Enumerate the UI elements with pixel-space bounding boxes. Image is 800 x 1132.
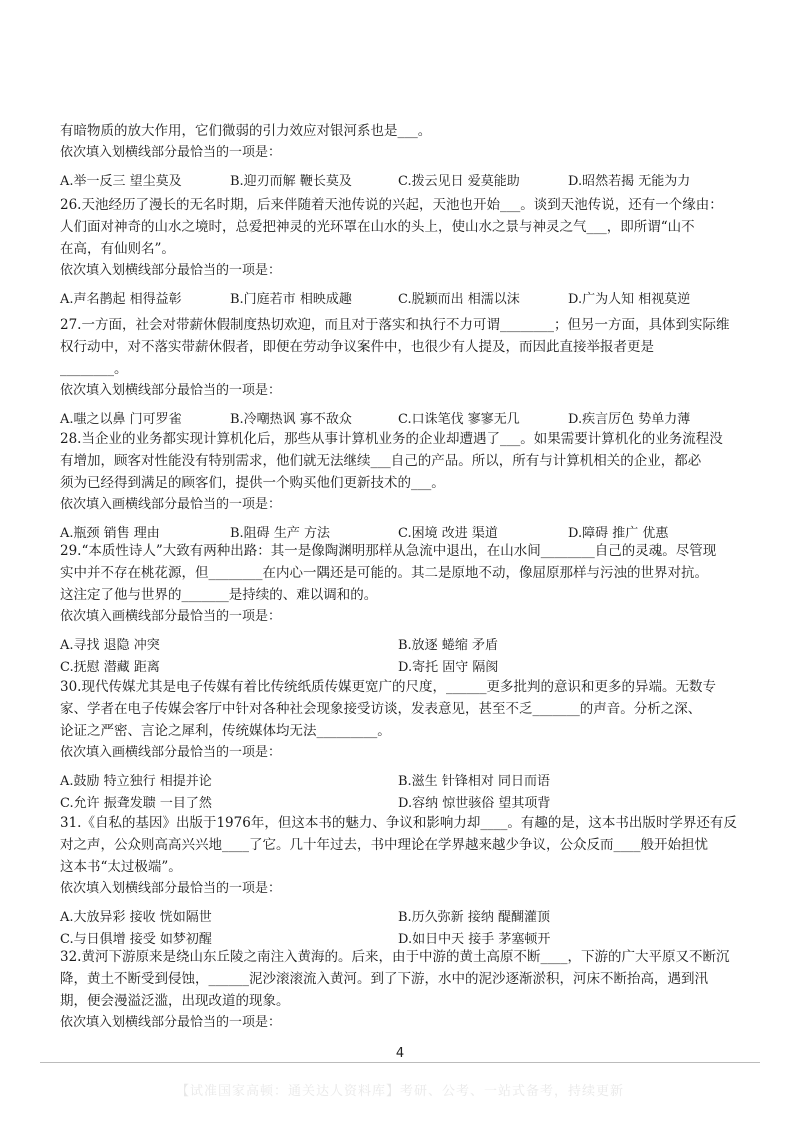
option-b[interactable]: B.历久弥新 接纳 醍醐灌顶 <box>398 910 550 925</box>
option-a[interactable]: A.声名鹊起 相得益彰 <box>60 292 182 307</box>
question-text-line: 家、学者在电子传媒会客厅中针对各种社会现象接受访谈，发表意见，甚至不乏_______的声音。分析之深、 <box>60 701 702 717</box>
question-text-line: 人们面对神奇的山水之境时，总爱把神灵的光环罩在山水的头上，使山水之景与神灵之气___，即所谓“山不 <box>60 219 695 235</box>
footer-watermark: 【试准国家高顿：通关达人资料库】考研、公考、一站式备考，持续更新 <box>175 1084 624 1099</box>
option-c[interactable]: C.抚慰 潜藏 距离 <box>60 660 160 675</box>
question-28 <box>60 428 760 545</box>
page-number: 4 <box>395 1046 405 1061</box>
question-text-line: 30.现代传媒尤其是电子传媒有着比传统纸质传媒更宽广的尺度，______更多批判的意识和更多的异端。无数专 <box>60 679 716 695</box>
option-d[interactable]: D.寄托 固守 隔阂 <box>398 660 499 675</box>
options-row <box>60 907 760 929</box>
option-d[interactable]: D.疾言厉色 势单力薄 <box>568 412 691 427</box>
question-text-line: 27.一方面，社会对带薪休假制度热切欢迎，而且对于落实和执行不力可谓________；但另一方面，具体到实际维 <box>60 317 730 333</box>
question-text-line: 须为已经得到满足的顾客们，提供一个购买他们更新技术的___。 <box>60 475 445 491</box>
question-25-tail <box>60 120 760 193</box>
question-text-line: 对之声，公众则高高兴兴地____了它。几十年过去，书中理论在学界越来越少争议，公众反而____般开始担忧 <box>60 837 708 853</box>
option-b[interactable]: B.迎刃而解 鞭长莫及 <box>230 174 352 189</box>
option-b[interactable]: B.阻碍 生产 方法 <box>230 526 330 541</box>
question-text-line: ________。 <box>60 361 128 377</box>
option-c[interactable]: C.与日俱增 接受 如梦初醒 <box>60 932 212 947</box>
question-text-line: 权行动中，对不落实带薪休假者，即便在劳动争议案件中，也很少有人提及，而因此直接举报者更是 <box>60 339 654 355</box>
option-c[interactable]: C.脱颖而出 相濡以沫 <box>398 292 520 307</box>
question-prompt: 依次填入画横线部分最恰当的一项是： <box>60 497 282 512</box>
option-a[interactable]: A.寻找 退隐 冲突 <box>60 638 160 653</box>
question-prompt: 依次填入划横线部分最恰当的一项是： <box>60 881 282 896</box>
options-row <box>60 289 760 311</box>
question-text-line: 28.当企业的业务都实现计算机化后，那些从事计算机业务的企业却遭遇了___。如果需要计算机化的业务流程没 <box>60 431 723 447</box>
option-d[interactable]: D.容纳 惊世骇俗 望其项背 <box>398 796 551 811</box>
question-31 <box>60 812 760 951</box>
question-text: 有暗物质的放大作用，它们微弱的引力效应对银河系也是___。 <box>60 123 432 139</box>
question-prompt: 依次填入画横线部分最恰当的一项是： <box>60 745 282 760</box>
question-text-line: 这本书“太过极端”。 <box>60 859 182 875</box>
option-d[interactable]: D.广为人知 相视莫逆 <box>568 292 691 307</box>
option-a[interactable]: A.鼓励 特立独行 相提并论 <box>60 774 212 789</box>
option-d[interactable]: D.如日中天 接手 茅塞顿开 <box>398 932 551 947</box>
options-row <box>60 771 760 793</box>
option-d[interactable]: D.昭然若揭 无能为力 <box>568 174 691 189</box>
option-c[interactable]: C.拨云见日 爱莫能助 <box>398 174 520 189</box>
question-text-line: 降，黄土不断受到侵蚀，______泥沙滚滚流入黄河。到了下游，水中的泥沙逐渐淤积，河床不断抬高，遇到汛 <box>60 971 708 987</box>
options-row <box>60 171 760 193</box>
option-b[interactable]: B.滋生 针锋相对 同日而语 <box>398 774 550 789</box>
question-text-line: 这注定了他与世界的_______是持续的、难以调和的。 <box>60 587 378 603</box>
question-prompt: 依次填入划横线部分最恰当的一项是： <box>60 383 282 398</box>
option-d[interactable]: D.障碍 推广 优惠 <box>568 526 669 541</box>
question-26 <box>60 194 760 311</box>
question-prompt: 依次填入划横线部分最恰当的一项是： <box>60 1015 282 1030</box>
option-a[interactable]: A.瓶颈 销售 理由 <box>60 526 160 541</box>
options-row <box>60 635 760 657</box>
option-b[interactable]: B.门庭若市 相映成趣 <box>230 292 352 307</box>
question-text-line: 实中并不存在桃花源，但________在内心一隅还是可能的。其二是原地不动，像屈原那样与污浊的世界对抗。 <box>60 565 708 581</box>
question-32 <box>60 946 760 1034</box>
question-30 <box>60 676 760 815</box>
option-b[interactable]: B.冷嘲热讽 寡不敌众 <box>230 412 352 427</box>
question-text-line: 论证之严密、言论之犀利，传统媒体均无法_________。 <box>60 723 391 739</box>
question-29 <box>60 540 760 679</box>
question-text-line: 32.黄河下游原来是绕山东丘陵之南注入黄海的。后来，由于中游的黄土高原不断____，下游的广大平原又不断沉 <box>60 949 730 965</box>
question-prompt: 依次填入划横线部分最恰当的一项是： <box>60 263 282 278</box>
question-prompt: 依次填入划横线部分最恰当的一项是： <box>60 145 282 160</box>
option-a[interactable]: A.嗤之以鼻 门可罗雀 <box>60 412 182 427</box>
question-text-line: 31.《自私的基因》出版于1976年，但这本书的魅力、争议和影响力却____。有趣的是，这本书出版时学界还有反 <box>60 815 737 831</box>
option-a[interactable]: A.大放异彩 接收 恍如隔世 <box>60 910 212 925</box>
question-text-line: 26.天池经历了漫长的无名时期，后来伴随着天池传说的兴起，天池也开始___。谈到天池传说，还有一个缘由： <box>60 197 723 213</box>
question-27 <box>60 314 760 431</box>
question-text-line: 有增加，顾客对性能没有特别需求，他们就无法继续___自己的产品。所以，所有与计算机相关的企业，都必 <box>60 453 702 469</box>
question-prompt: 依次填入画横线部分最恰当的一项是： <box>60 609 282 624</box>
option-b[interactable]: B.放逐 蜷缩 矛盾 <box>398 638 498 653</box>
question-text-line: 29.“本质性诗人”大致有两种出路：其一是像陶渊明那样从急流中退出，在山水间________自己的灵魂。尽管现 <box>60 543 717 559</box>
question-text-line: 在高，有仙则名”。 <box>60 241 175 257</box>
footer-divider <box>40 1062 760 1063</box>
option-a[interactable]: A.举一反三 望尘莫及 <box>60 174 182 189</box>
option-c[interactable]: C.允许 振聋发聩 一目了然 <box>60 796 212 811</box>
question-text-line: 期，便会漫溢泛滥，出现改道的现象。 <box>60 993 290 1009</box>
option-c[interactable]: C.困境 改进 渠道 <box>398 526 498 541</box>
option-c[interactable]: C.口诛笔伐 寥寥无几 <box>398 412 520 427</box>
